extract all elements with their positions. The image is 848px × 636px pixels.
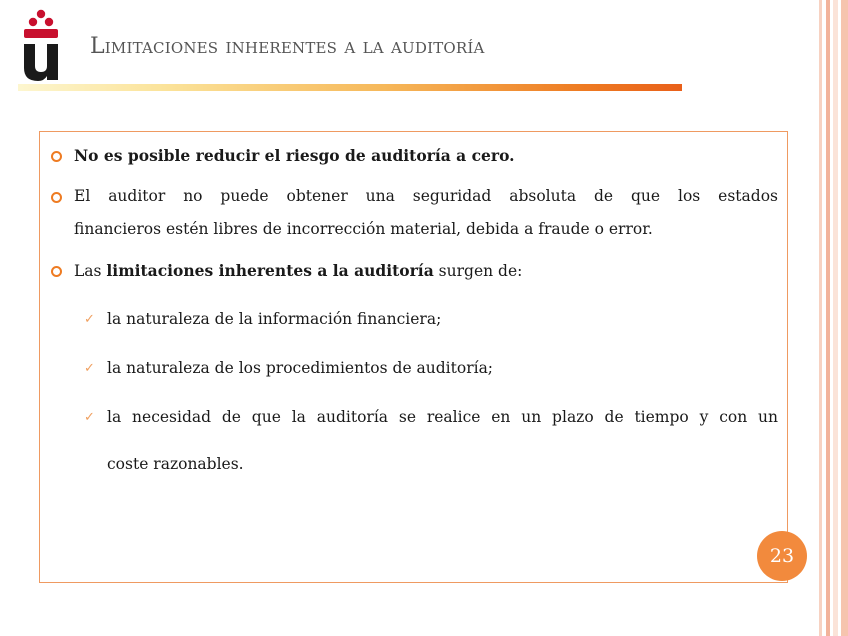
- title-underline-bar: [18, 84, 682, 91]
- sub-item-2-text: la naturaleza de los procedimientos de auditoría;: [107, 359, 494, 377]
- university-logo-icon: [20, 4, 64, 82]
- bullet-2-line-1: El auditor no puede obtener una seguridad absoluta de que los estados: [74, 187, 778, 205]
- checkmark-icon: ✓: [84, 410, 95, 425]
- bullet-1-text: No es posible reducir el riesgo de auditoría a cero.: [74, 146, 515, 165]
- decorative-stripes: [814, 0, 848, 636]
- bullet-circle-icon: [51, 192, 62, 203]
- sub-item-1-text: la naturaleza de la información financiera;: [107, 310, 442, 328]
- bullet-2-line-2: financieros estén libres de incorrección material, debida a fraude o error.: [74, 220, 653, 238]
- bullet-circle-icon: [51, 266, 62, 277]
- checkmark-icon: ✓: [84, 361, 95, 376]
- sub-item-3-line-2: coste razonables.: [107, 455, 244, 473]
- slide-title: Limitaciones inherentes a la auditoría: [90, 34, 485, 59]
- sub-item-3-line-1: la necesidad de que la auditoría se realice en un plazo de tiempo y con un: [107, 408, 778, 426]
- page-number-badge: 23: [757, 531, 807, 581]
- bullet-3-text: Las limitaciones inherentes a la auditoría surgen de:: [74, 261, 523, 280]
- checkmark-icon: ✓: [84, 312, 95, 327]
- bullet-circle-icon: [51, 151, 62, 162]
